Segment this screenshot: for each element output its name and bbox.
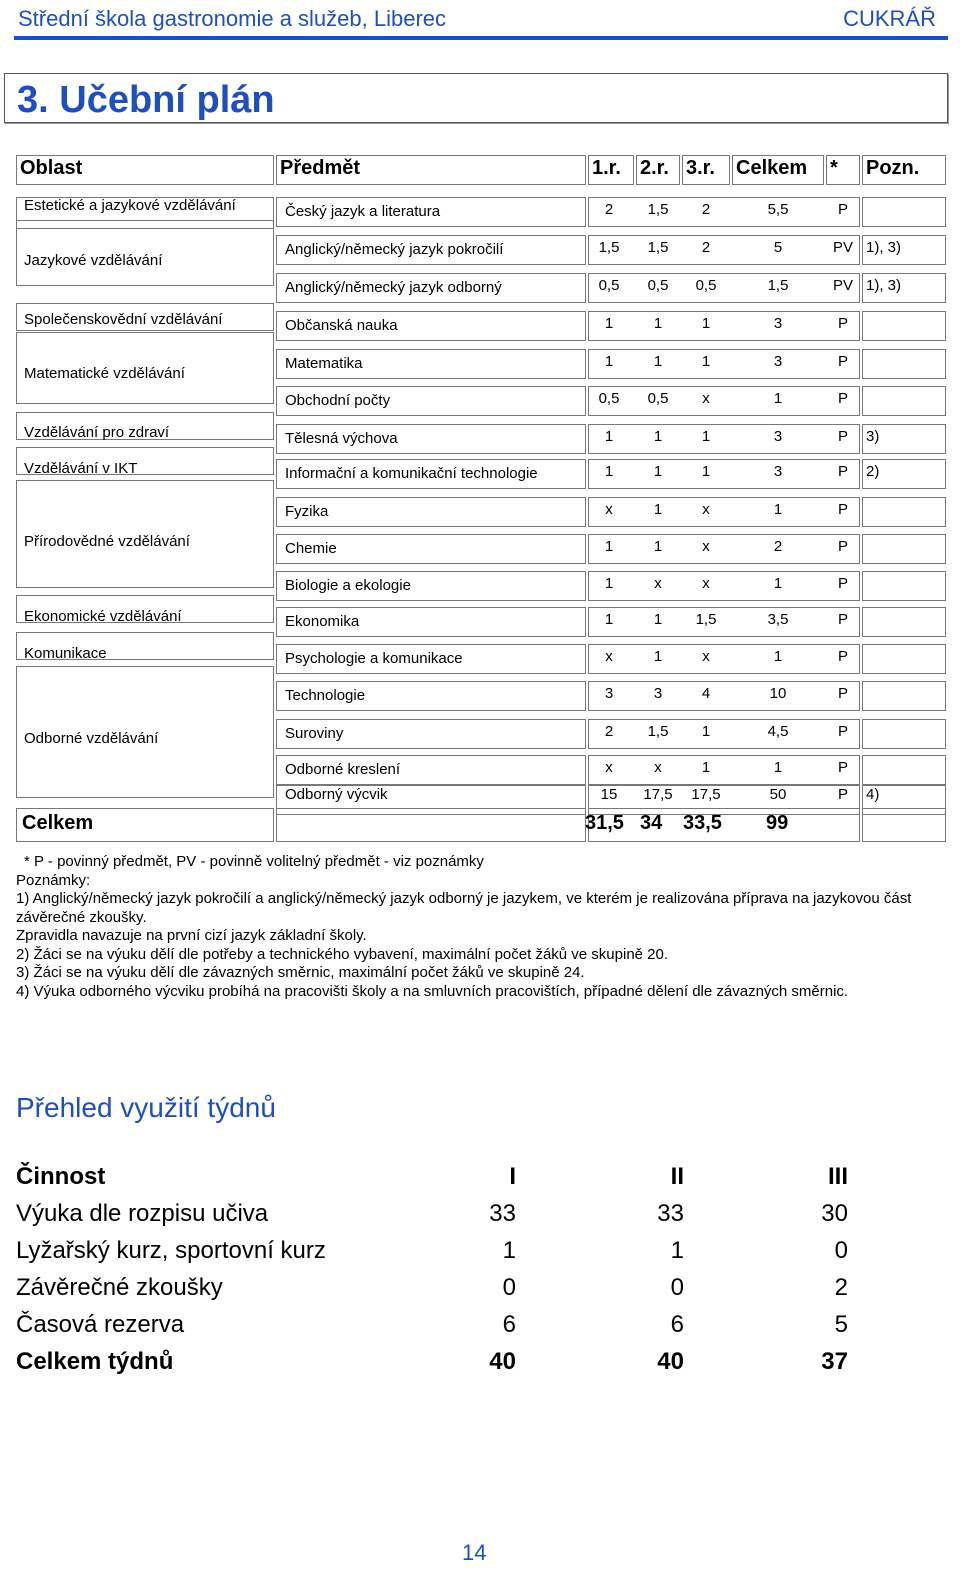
- weeks-row: [16, 1311, 846, 1347]
- note-box: [862, 197, 946, 227]
- value-r1: 1,5: [598, 239, 620, 256]
- subject-name: Fyzika: [285, 503, 329, 520]
- value-r1: 1: [604, 463, 614, 480]
- value-type: PV: [832, 277, 853, 294]
- area-label: Odborné vzdělávání: [24, 730, 159, 747]
- note-line: 2) Žáci se na výuku dělí dle potřeby a technického vybavení, maximální počet žáků ve skupině 20.: [16, 945, 669, 963]
- field-name: CUKRÁŘ: [843, 6, 936, 31]
- value-r3: 4: [701, 685, 711, 702]
- weeks-label: Závěrečné zkoušky: [16, 1274, 223, 1301]
- page-number: 14: [462, 1540, 487, 1565]
- column-header: *: [830, 157, 838, 179]
- total-values-box: [588, 808, 860, 842]
- subject-name: Český jazyk a literatura: [285, 203, 441, 220]
- weeks-value: 0: [670, 1274, 684, 1301]
- note-text: 1), 3): [866, 277, 902, 294]
- subject-name: Anglický/německý jazyk odborný: [285, 279, 502, 296]
- value-type: P: [837, 723, 848, 740]
- subject-name: Občanská nauka: [285, 317, 398, 334]
- note-text: 4): [866, 786, 880, 803]
- value-type: P: [837, 501, 848, 518]
- value-total: 1: [773, 648, 783, 665]
- value-r3: x: [702, 390, 710, 407]
- area-label: Vzdělávání v IKT: [24, 460, 138, 477]
- value-total: 1,5: [767, 277, 789, 294]
- value-r2: 1,5: [647, 723, 669, 740]
- note-box: [862, 349, 946, 379]
- total-r1: 31,5: [585, 812, 624, 834]
- note-box: [862, 311, 946, 341]
- note-box: [862, 644, 946, 674]
- value-type: P: [837, 786, 848, 803]
- weeks-label: Celkem týdnů: [16, 1348, 174, 1375]
- weeks-value: 40: [657, 1348, 684, 1375]
- value-r3: 1: [701, 315, 711, 332]
- value-type: P: [837, 575, 848, 592]
- value-r3: 1: [701, 723, 711, 740]
- area-label: Matematické vzdělávání: [24, 365, 185, 382]
- note-box: [862, 497, 946, 527]
- note-box: [862, 607, 946, 637]
- value-r2: 1: [653, 353, 663, 370]
- value-type: P: [837, 759, 848, 776]
- value-total: 5: [773, 239, 783, 256]
- value-r1: 0,5: [598, 390, 620, 407]
- weeks-value: 1: [670, 1237, 684, 1264]
- weeks-value: 30: [821, 1200, 848, 1227]
- notes: [16, 853, 916, 1001]
- value-total: 5,5: [767, 201, 789, 218]
- value-total: 4,5: [767, 723, 789, 740]
- value-type: P: [837, 315, 848, 332]
- value-r3: 1: [701, 463, 711, 480]
- value-type: P: [837, 685, 848, 702]
- value-r1: x: [605, 501, 613, 518]
- subject-name: Anglický/německý jazyk pokročilí: [285, 241, 504, 258]
- value-type: P: [837, 648, 848, 665]
- value-total: 3: [773, 353, 783, 370]
- value-type: P: [837, 390, 848, 407]
- value-type: P: [837, 611, 848, 628]
- value-r1: 2: [604, 723, 614, 740]
- value-r1: 1: [604, 538, 614, 555]
- weeks-value: 5: [834, 1311, 848, 1338]
- section-title: 3. Učební plán: [17, 79, 275, 121]
- value-r1: 1: [604, 428, 614, 445]
- value-r3: 0,5: [695, 277, 717, 294]
- value-total: 50: [769, 786, 787, 803]
- subject-name: Informační a komunikační technologie: [285, 465, 538, 482]
- note-box: [862, 719, 946, 749]
- weeks-value: 2: [834, 1274, 848, 1301]
- weeks-label: Výuka dle rozpisu učiva: [16, 1200, 269, 1227]
- area-label: Ekonomické vzdělávání: [24, 608, 182, 625]
- weeks-value: 33: [657, 1200, 684, 1227]
- value-r1: x: [605, 648, 613, 665]
- value-r1: 0,5: [598, 277, 620, 294]
- weeks-value: 0: [834, 1237, 848, 1264]
- note-box: [862, 386, 946, 416]
- subject-name: Matematika: [285, 355, 363, 372]
- subject-name: Ekonomika: [285, 613, 360, 630]
- note-box: [862, 681, 946, 711]
- section-title-box: [4, 73, 948, 123]
- column-header: 2.r.: [640, 157, 669, 179]
- value-r2: 0,5: [647, 277, 669, 294]
- value-total: 2: [773, 538, 783, 555]
- value-r2: 1: [653, 501, 663, 518]
- column-header: 3.r.: [686, 157, 715, 179]
- weeks-row: [16, 1274, 846, 1310]
- note-line: * P - povinný předmět, PV - povinně volitelný předmět - viz poznámky: [24, 853, 484, 870]
- value-total: 3: [773, 315, 783, 332]
- column-header: 1.r.: [592, 157, 621, 179]
- column-header: Předmět: [280, 157, 361, 179]
- note-text: 2): [866, 463, 880, 480]
- value-r3: 1: [701, 428, 711, 445]
- area-label: Komunikace: [24, 645, 107, 662]
- value-type: PV: [832, 239, 853, 256]
- weeks-value: 6: [502, 1311, 516, 1338]
- area-label: Jazykové vzdělávání: [24, 252, 163, 269]
- area-label: Vzdělávání pro zdraví: [24, 424, 170, 441]
- weeks-value: 0: [502, 1274, 516, 1301]
- value-r2: 1: [653, 538, 663, 555]
- subject-name: Odborný výcvik: [285, 786, 388, 803]
- value-r2: 1: [653, 428, 663, 445]
- value-r2: 1: [653, 611, 663, 628]
- weeks-value: 40: [489, 1348, 516, 1375]
- value-r2: 1,5: [647, 201, 669, 218]
- value-total: 10: [769, 685, 787, 702]
- weeks-row: [16, 1200, 846, 1236]
- value-r1: 2: [604, 201, 614, 218]
- weeks-value: 1: [502, 1237, 516, 1264]
- weeks-label: Lyžařský kurz, sportovní kurz: [16, 1237, 326, 1264]
- value-r2: 1: [653, 648, 663, 665]
- note-line: 4) Výuka odborného výcviku probíhá na pracovišti školy a na smluvních pracovištích, případné dělení dle závazných směrnic.: [16, 982, 849, 1000]
- value-r3: 1,5: [695, 611, 717, 628]
- subject-name: Technologie: [285, 687, 366, 704]
- value-r2: 1: [653, 315, 663, 332]
- weeks-value: 37: [821, 1348, 848, 1375]
- note-box: [862, 534, 946, 564]
- value-r3: x: [702, 648, 710, 665]
- value-r3: 17,5: [691, 786, 721, 803]
- column-header: Celkem: [736, 157, 808, 179]
- note-line: Poznámky:: [16, 871, 91, 889]
- note-line: 1) Anglický/německý jazyk pokročilí a anglický/německý jazyk odborný je jazykem, ve kterém je realizována příprava na jazykovou část závěrečné zkoušky.: [16, 890, 912, 926]
- value-r3: x: [702, 501, 710, 518]
- weeks-title: Přehled využití týdnů: [16, 1092, 276, 1123]
- value-total: 1: [773, 390, 783, 407]
- value-r3: 1: [701, 759, 711, 776]
- value-total: 3,5: [767, 611, 789, 628]
- note-box: [862, 571, 946, 601]
- weeks-value: 6: [670, 1311, 684, 1338]
- note-box: [862, 755, 946, 785]
- value-type: P: [837, 353, 848, 370]
- weeks-row: [16, 1237, 846, 1273]
- value-r3: 1: [701, 353, 711, 370]
- value-r1: 1: [604, 575, 614, 592]
- note-text: 3): [866, 428, 880, 445]
- header-rule: [14, 36, 948, 40]
- note-text: 1), 3): [866, 239, 902, 256]
- value-total: 1: [773, 575, 783, 592]
- subject-name: Chemie: [285, 540, 337, 557]
- subject-name: Biologie a ekologie: [285, 577, 411, 594]
- column-header: Pozn.: [866, 157, 920, 179]
- value-r2: 1,5: [647, 239, 669, 256]
- value-r3: 2: [701, 201, 711, 218]
- weeks-label: Činnost: [16, 1163, 106, 1190]
- page-header: [18, 6, 948, 36]
- column-header: Oblast: [20, 157, 83, 179]
- subject-name: Suroviny: [285, 725, 344, 742]
- total-r3: 33,5: [683, 812, 722, 834]
- school-name: Střední škola gastronomie a služeb, Liberec: [18, 6, 447, 31]
- value-r3: 2: [701, 239, 711, 256]
- value-r2: x: [654, 575, 662, 592]
- value-r2: 1: [653, 463, 663, 480]
- weeks-total-row: [16, 1348, 846, 1384]
- subject-name: Obchodní počty: [285, 392, 391, 409]
- value-total: 1: [773, 759, 783, 776]
- value-r1: 1: [604, 353, 614, 370]
- value-type: P: [837, 428, 848, 445]
- value-type: P: [837, 538, 848, 555]
- value-r1: 1: [604, 611, 614, 628]
- value-type: P: [837, 201, 848, 218]
- value-r1: x: [605, 759, 613, 776]
- note-line: 3) Žáci se na výuku dělí dle závazných směrnic, maximální počet žáků ve skupině 24.: [16, 964, 585, 981]
- value-r3: x: [702, 538, 710, 555]
- value-total: 3: [773, 428, 783, 445]
- value-r1: 1: [604, 315, 614, 332]
- value-total: 3: [773, 463, 783, 480]
- note-line: Zpravidla navazuje na první cizí jazyk základní školy.: [16, 927, 367, 944]
- area-label: Estetické a jazykové vzdělávání: [24, 197, 236, 214]
- value-r1: 15: [600, 786, 618, 803]
- total-label: Celkem: [22, 812, 94, 834]
- value-r2: x: [654, 759, 662, 776]
- value-r2: 3: [653, 685, 663, 702]
- area-label: Společenskovědní vzdělávání: [24, 311, 223, 328]
- value-r2: 17,5: [643, 786, 673, 803]
- weeks-value: I: [509, 1163, 516, 1190]
- total-note-box: [862, 808, 946, 842]
- weeks-value: II: [670, 1163, 684, 1190]
- total-r2: 34: [640, 812, 663, 834]
- total-empty-box: [276, 808, 586, 842]
- total-sum: 99: [766, 812, 789, 834]
- value-total: 1: [773, 501, 783, 518]
- subject-name: Tělesná výchova: [285, 430, 398, 447]
- value-r2: 0,5: [647, 390, 669, 407]
- weeks-header-row: [16, 1163, 846, 1199]
- value-type: P: [837, 463, 848, 480]
- weeks-value: III: [827, 1163, 848, 1190]
- area-label: Přírodovědné vzdělávání: [24, 533, 190, 550]
- subject-name: Psychologie a komunikace: [285, 650, 463, 667]
- subject-name: Odborné kreslení: [285, 761, 401, 778]
- weeks-value: 33: [489, 1200, 516, 1227]
- value-r3: x: [702, 575, 710, 592]
- value-r1: 3: [604, 685, 614, 702]
- weeks-label: Časová rezerva: [16, 1311, 185, 1338]
